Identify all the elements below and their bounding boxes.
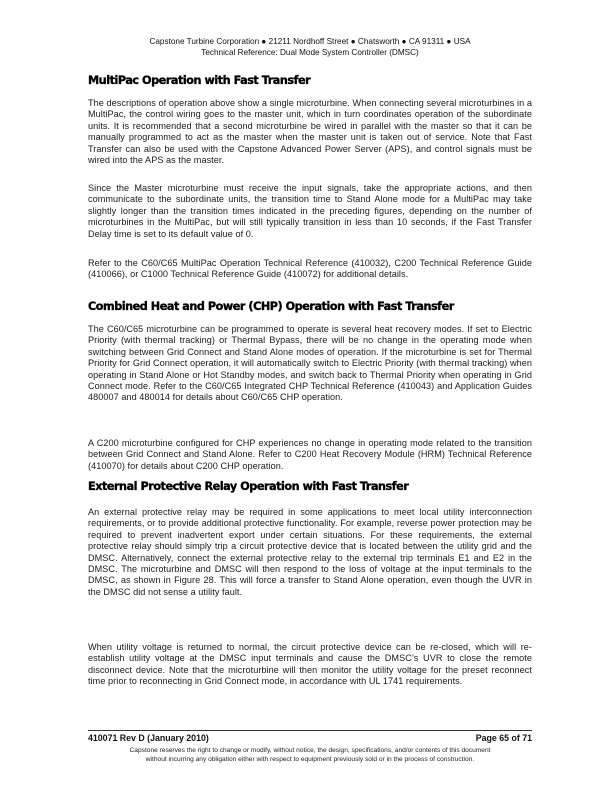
paragraph: The descriptions of operation above show a single microturbine. When connecting several microturbines in a MultiPac, the control wiring goes to the master unit, which in turn coordinates operation of the subordinate units. It is recommended that a second microturbine be wired in parallel with the master so that it can be manually programmed to act as the master when the master unit is taken out of service. Note that Fast Transfer can also be used with the Capstone Advanced Power Server (APS), and control signals must be wired into the APS as the master. <box>88 98 532 166</box>
disclaimer-line: Capstone reserves the right to change or modify, without notice, the design, specifications, and/or contents of this document <box>129 747 491 754</box>
disclaimer-line: without incurring any obligation either with respect to equipment previously sold or in the process of construction. <box>145 755 475 763</box>
section-heading: MultiPac Operation with Fast Transfer <box>88 74 311 87</box>
section-external-relay <box>88 480 532 493</box>
paragraph: Refer to the C60/C65 MultiPac Operation Technical Reference (410032), C200 Technical Reference Guide (410066), or C1000 Technical Reference Guide (410072) for additional details. <box>88 258 532 280</box>
document-page <box>88 0 532 792</box>
page-number: Page 65 of 71 <box>475 733 532 743</box>
footer-disclaimer <box>88 747 532 764</box>
paragraph: When utility voltage is returned to normal, the circuit protective device can be re-closed, which will re-establish utility voltage at the DMSC input terminals and cause the DMSC’s UVR to close the remote disconnect device. Note that the microturbine will then monitor the utility voltage for the preset reconnect time prior to reconnecting in Grid Connect mode, in accordance with UL 1741 requirements. <box>88 642 532 687</box>
paragraph: A C200 microturbine configured for CHP experiences no change in operating mode related to the transition between Grid Connect and Stand Alone. Refer to C200 Heat Recovery Module (HRM) Technical Reference (410070) for details about C200 CHP operation. <box>88 438 532 471</box>
header-company-line: Capstone Turbine Corporation ● 21211 Nordhoff Street ● Chatsworth ● CA 91311 ● USA <box>149 37 471 46</box>
paragraph: An external protective relay may be required in some applications to meet local utility interconnection requirements, or to provide additional protective functionality. For example, reverse power protection may be required to prevent inadvertent export under certain situations. For these requirements, the external protective relay should simply trip a circuit protective device that is located between the utility grid and the DMSC. Alternatively, connect the external protective relay to the external trip terminals E1 and E2 in the DMSC. The microturbine and DMSC will then respond to the loss of voltage at the input terminals to the DMSC, as shown in Figure 28. This will force a transfer to Stand Alone operation, even though the UVR in the DMSC did not sense a utility fault. <box>88 507 532 597</box>
document-revision: 410071 Rev D (January 2010) <box>88 733 209 743</box>
page-header <box>88 37 532 58</box>
section-heading: External Protective Relay Operation with Fast Transfer <box>88 480 409 493</box>
section-chp <box>88 300 532 313</box>
paragraph: Since the Master microturbine must receive the input signals, take the appropriate actions, and then communicate to the subordinate units, the transition time to Stand Alone mode for a MultiPac may take slightly longer than the transition times indicated in the preceding figures, depending on the number of microturbines in the MultiPac, but will still typically transition in less than 10 seconds, if the Fast Transfer Delay time is set to its default value of 0. <box>88 183 532 239</box>
header-document-title: Technical Reference: Dual Mode System Controller (DMSC) <box>201 47 419 57</box>
section-multipac <box>88 74 532 87</box>
footer-divider <box>88 730 532 731</box>
section-heading: Combined Heat and Power (CHP) Operation with Fast Transfer <box>88 300 454 313</box>
paragraph: The C60/C65 microturbine can be programmed to operate is several heat recovery modes. If set to Electric Priority (with thermal tracking) or Thermal Bypass, there will be no change in the operating mode when switching between Grid Connect and Stand Alone modes of operation. If the microturbine is set for Thermal Priority for Grid Connect operation, it will automatically switch to Electric Priority (with thermal tracking) when operating in Stand Alone or Hot Standby modes, and switch back to Thermal Priority when operating in Grid Connect mode. Refer to the C60/C65 Integrated CHP Technical Reference (410043) and Application Guides 480007 and 480014 for details about C60/C65 CHP operation. <box>88 324 532 403</box>
